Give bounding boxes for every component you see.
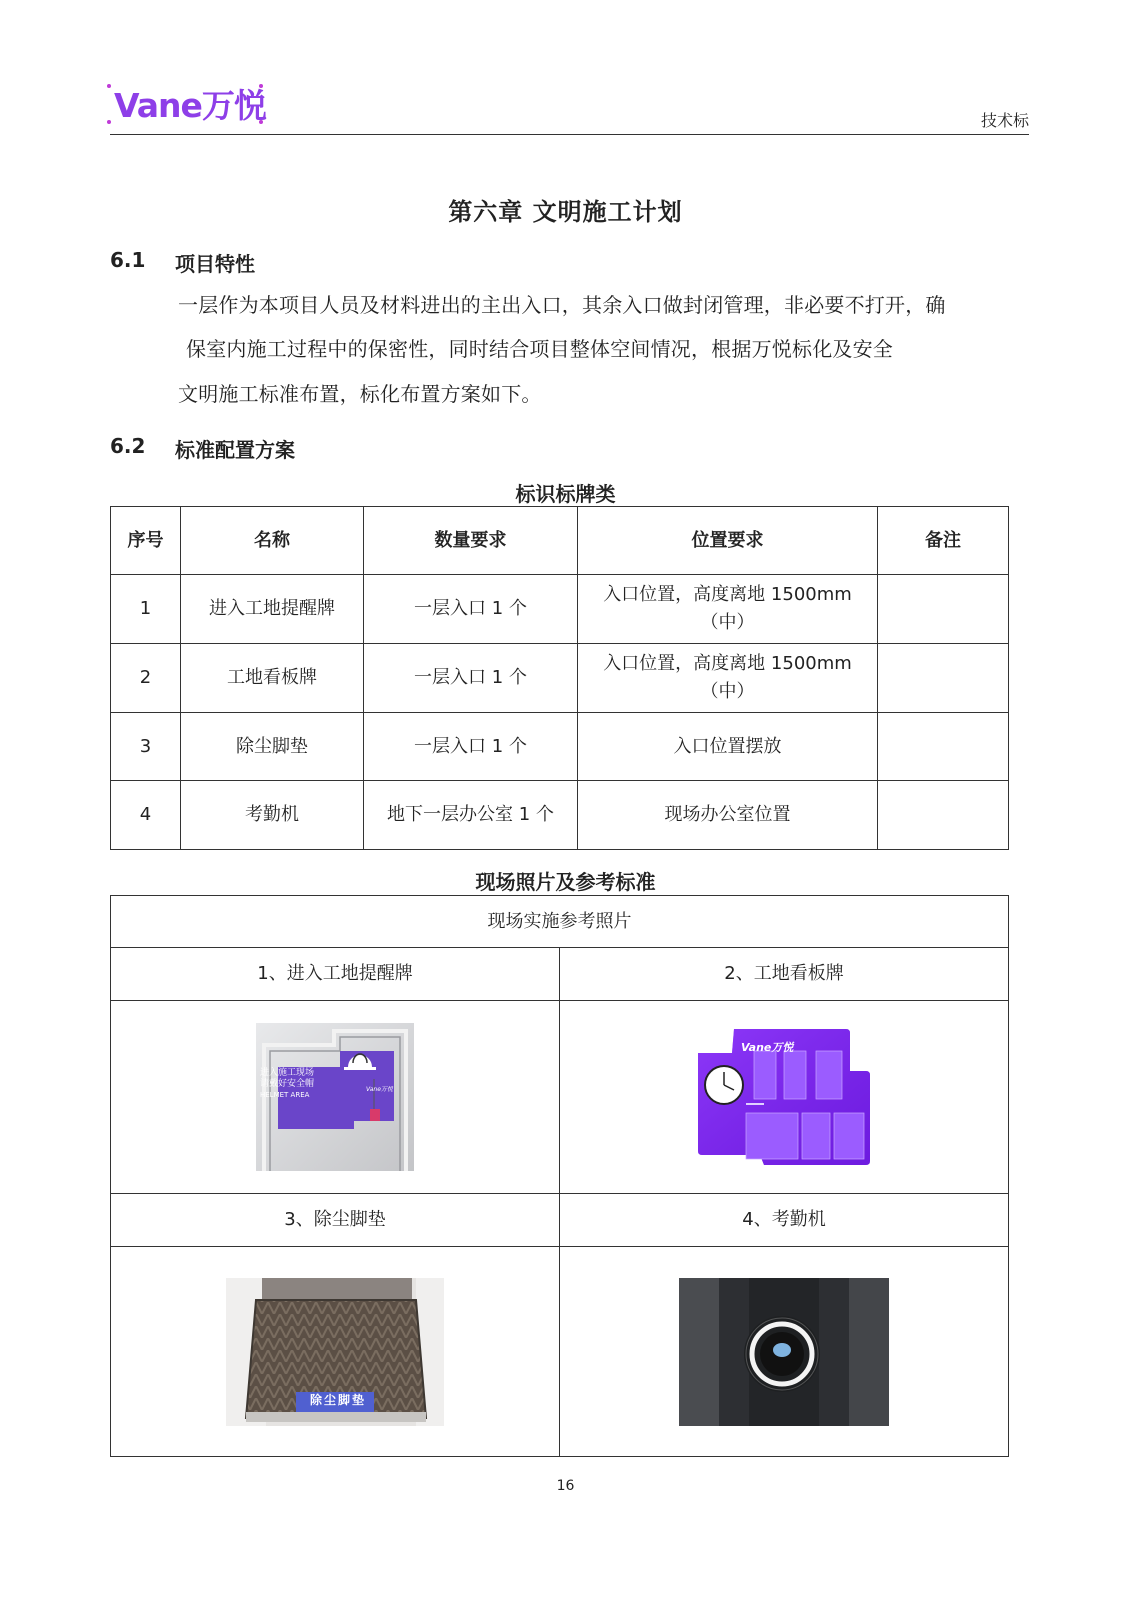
signage-table xyxy=(110,506,1009,850)
header-cell: 序号 xyxy=(111,507,181,575)
photo-label: 1、进入工地提醒牌 xyxy=(111,948,560,1001)
helmet-sign-line: HELMET AREA xyxy=(260,1090,310,1099)
header-cell: 备注 xyxy=(878,507,1009,575)
item-location xyxy=(578,575,878,644)
row-number: 3 xyxy=(111,713,181,781)
photo-label: 4、考勤机 xyxy=(560,1194,1009,1247)
table-caption: 标识标牌类 xyxy=(515,482,616,506)
dust-mat-label: 除尘脚垫 xyxy=(309,1393,366,1407)
header-cell: 名称 xyxy=(181,507,364,575)
item-note xyxy=(878,575,1009,644)
item-name: 进入工地提醒牌 xyxy=(181,575,364,644)
section-title: 项目特性 xyxy=(175,252,255,276)
vane-logo xyxy=(104,78,266,130)
header-cell: 位置要求 xyxy=(578,507,878,575)
row-number: 1 xyxy=(111,575,181,644)
item-note xyxy=(878,644,1009,713)
location-line: （中） xyxy=(700,681,755,702)
item-name: 除尘脚垫 xyxy=(181,713,364,781)
helmet-sign-line: 请戴好安全帽 xyxy=(260,1079,315,1090)
page-number: 16 xyxy=(556,1478,575,1494)
table-row xyxy=(111,781,1009,850)
row-number: 4 xyxy=(111,781,181,850)
section-number: 6.2 xyxy=(110,434,146,458)
board-brand: Vane万悦 xyxy=(741,1041,794,1054)
item-name: 考勤机 xyxy=(181,781,364,850)
photo-table xyxy=(110,895,1009,1457)
item-location: 现场办公室位置 xyxy=(578,781,878,850)
paragraph-line: 一层作为本项目人员及材料进出的主出入口，其余入口做封闭管理，非必要不打开，确 xyxy=(178,293,946,317)
item-quantity: 一层入口 1 个 xyxy=(364,713,578,781)
photo-label: 3、除尘脚垫 xyxy=(111,1194,560,1247)
item-quantity: 一层入口 1 个 xyxy=(364,575,578,644)
attendance-machine-photo xyxy=(679,1278,889,1426)
item-name: 工地看板牌 xyxy=(181,644,364,713)
helmet-sign-line: 进入施工现场 xyxy=(260,1068,315,1078)
section-title: 标准配置方案 xyxy=(175,438,295,462)
chapter-title: 第六章 文明施工计划 xyxy=(448,198,683,226)
photo-table-header: 现场实施参考照片 xyxy=(111,896,1009,948)
item-quantity: 一层入口 1 个 xyxy=(364,644,578,713)
logo-text: Vane万悦 xyxy=(114,86,266,125)
location-line: （中） xyxy=(700,612,755,633)
item-note xyxy=(878,781,1009,850)
row-number: 2 xyxy=(111,644,181,713)
helmet-sign-brand: Vane万悦 xyxy=(366,1086,393,1093)
table-header-row xyxy=(111,507,1009,575)
table-row xyxy=(111,713,1009,781)
helmet-sign-text xyxy=(260,1068,350,1099)
item-location: 入口位置摆放 xyxy=(578,713,878,781)
table-caption: 现场照片及参考标准 xyxy=(475,870,656,894)
photo-cell xyxy=(560,1247,1009,1457)
location-line: 入口位置，高度离地 1500mm xyxy=(603,653,852,675)
header-cell: 数量要求 xyxy=(364,507,578,575)
doc-type-label: 技术标 xyxy=(980,111,1029,130)
header-divider xyxy=(110,134,1029,135)
paragraph-line: 保室内施工过程中的保密性，同时结合项目整体空间情况，根据万悦标化及安全 xyxy=(186,337,893,361)
section-number: 6.1 xyxy=(110,248,146,272)
item-quantity: 地下一层办公室 1 个 xyxy=(364,781,578,850)
item-note xyxy=(878,713,1009,781)
table-row xyxy=(111,575,1009,644)
item-location xyxy=(578,644,878,713)
location-line: 入口位置，高度离地 1500mm xyxy=(603,584,852,606)
paragraph-line: 文明施工标准布置，标化布置方案如下。 xyxy=(178,382,542,406)
photo-label: 2、工地看板牌 xyxy=(560,948,1009,1001)
photo-cell xyxy=(111,1001,560,1194)
table-row xyxy=(111,644,1009,713)
photo-cell xyxy=(560,1001,1009,1194)
photo-cell xyxy=(111,1247,560,1457)
